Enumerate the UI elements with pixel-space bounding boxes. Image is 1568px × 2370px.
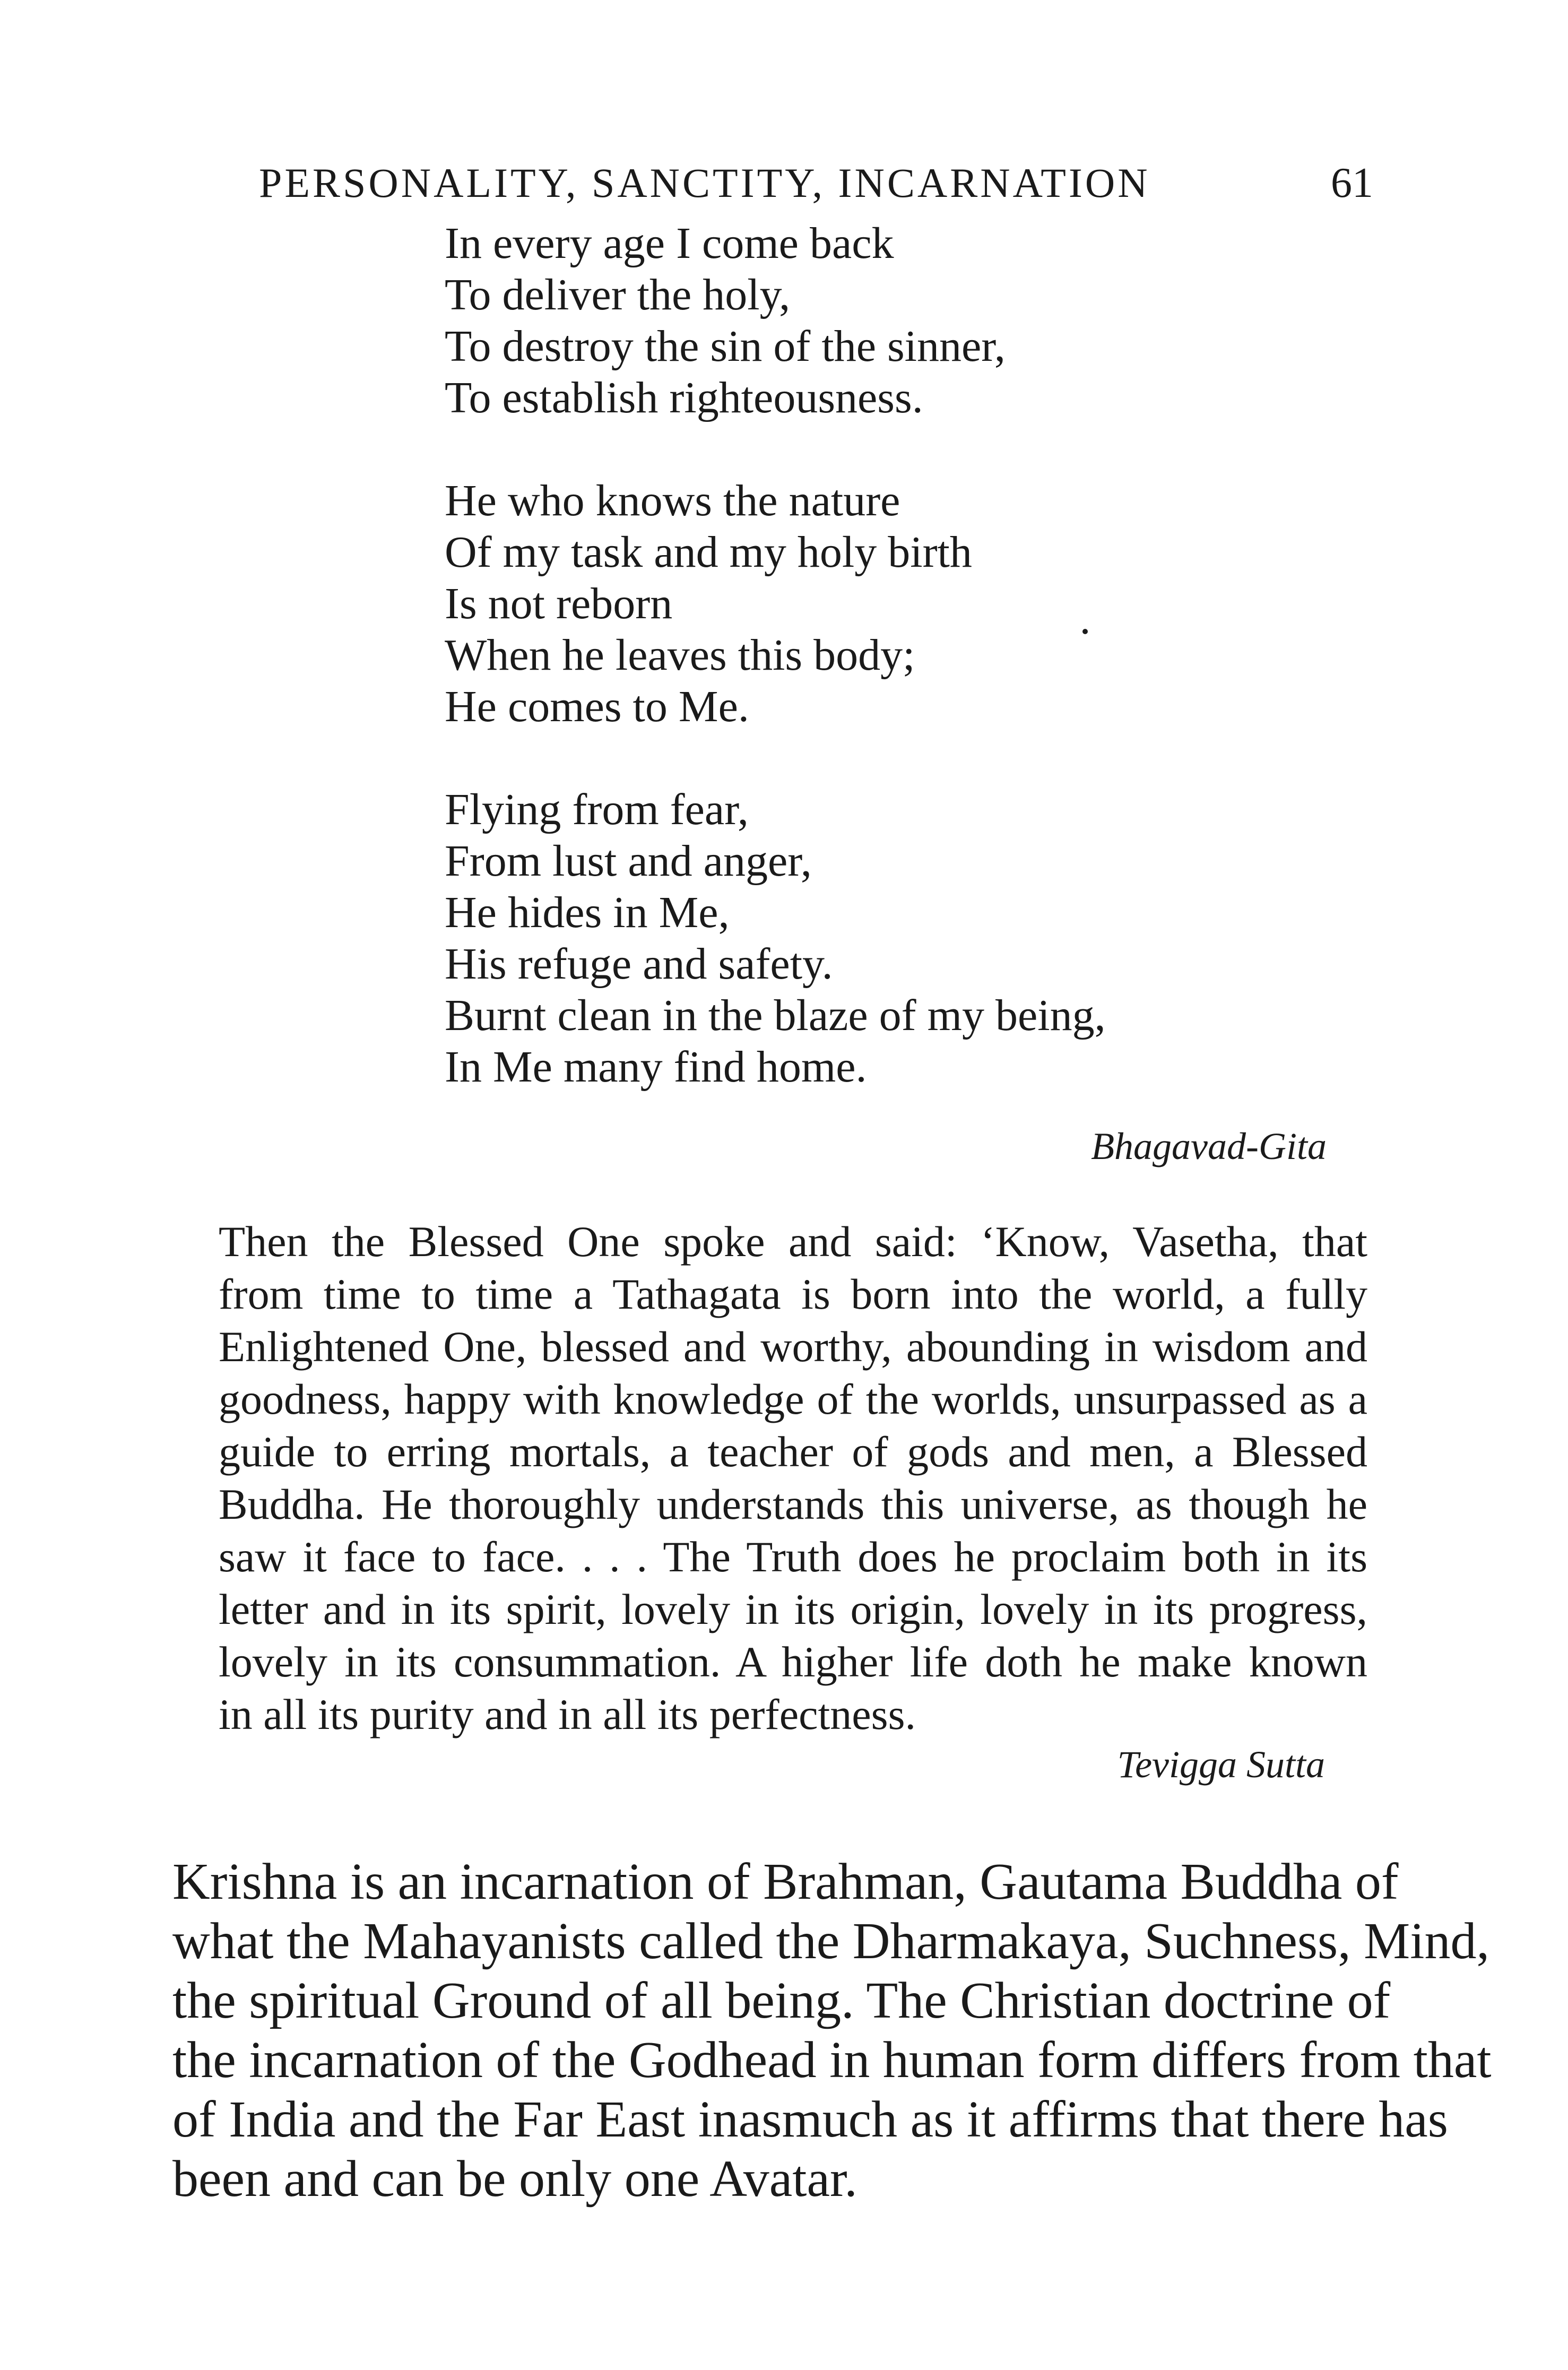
verse-line: Is not reborn — [445, 579, 673, 628]
stanza — [445, 784, 1106, 1093]
verse-line: To establish righteousness. — [445, 373, 923, 422]
quote-line: Buddha. He thoroughly understands this universe, as though he — [219, 1480, 1367, 1528]
body-line: Krishna is an incarnation of Brahman, Gautama Buddha of — [172, 1853, 1399, 1910]
quote-line: letter and in its spirit, lovely in its origin, lovely in its progress, — [219, 1585, 1367, 1633]
attribution-tevigga-sutta: Tevigga Sutta — [1117, 1743, 1325, 1786]
verse-line: He comes to Me. — [445, 682, 749, 731]
body-line: been and can be only one Avatar. — [172, 2150, 857, 2208]
verse-quotation — [445, 218, 1106, 1093]
verse-line: His refuge and safety. — [445, 939, 833, 989]
body-paragraph — [172, 1852, 1492, 2209]
stanza — [445, 475, 1106, 732]
running-title: PERSONALITY, SANCTITY, INCARNATION — [259, 160, 1150, 206]
quote-line: goodness, happy with knowledge of the worlds, unsurpassed as a — [219, 1375, 1367, 1423]
quote-line: in all its purity and in all its perfectness. — [219, 1690, 916, 1738]
verse-line: In every age I come back — [445, 219, 894, 268]
verse-line: When he leaves this body; — [445, 630, 915, 680]
quote-line: lovely in its consummation. A higher life doth he make known — [219, 1638, 1367, 1686]
body-line: what the Mahayanists called the Dharmakaya, Suchness, Mind, — [172, 1913, 1490, 1970]
quote-line: saw it face to face. . . . The Truth does he proclaim both in its — [219, 1533, 1367, 1581]
verse-line: He who knows the nature — [445, 476, 900, 525]
verse-line: To deliver the holy, — [445, 270, 791, 319]
body-line: the incarnation of the Godhead in human form differs from that — [172, 2031, 1492, 2089]
verse-line: To destroy the sin of the sinner, — [445, 322, 1006, 371]
body-line: of India and the Far East inasmuch as it affirms that there has — [172, 2091, 1448, 2148]
verse-line: He hides in Me, — [445, 888, 730, 937]
body-line: the spiritual Ground of all being. The Christian doctrine of — [172, 1972, 1391, 2029]
quote-line: Then the Blessed One spoke and said: ‘Know, Vasetha, that — [219, 1217, 1367, 1266]
verse-line: Flying from fear, — [445, 785, 749, 834]
prose-quotation — [219, 1215, 1367, 1741]
running-head — [259, 154, 1373, 212]
stanza — [445, 218, 1106, 423]
print-speck — [1082, 629, 1088, 634]
attribution-bhagavad-gita: Bhagavad-Gita — [1091, 1125, 1327, 1167]
verse-line: Burnt clean in the blaze of my being, — [445, 991, 1106, 1040]
quote-line: Enlightened One, blessed and worthy, abounding in wisdom and — [219, 1322, 1367, 1371]
page-number: 61 — [1331, 160, 1373, 206]
verse-line: From lust and anger, — [445, 836, 812, 886]
quote-line: from time to time a Tathagata is born into the world, a fully — [219, 1270, 1367, 1318]
verse-line: Of my task and my holy birth — [445, 527, 972, 577]
verse-line: In Me many find home. — [445, 1042, 867, 1092]
quote-line: guide to erring mortals, a teacher of gods and men, a Blessed — [219, 1428, 1367, 1476]
